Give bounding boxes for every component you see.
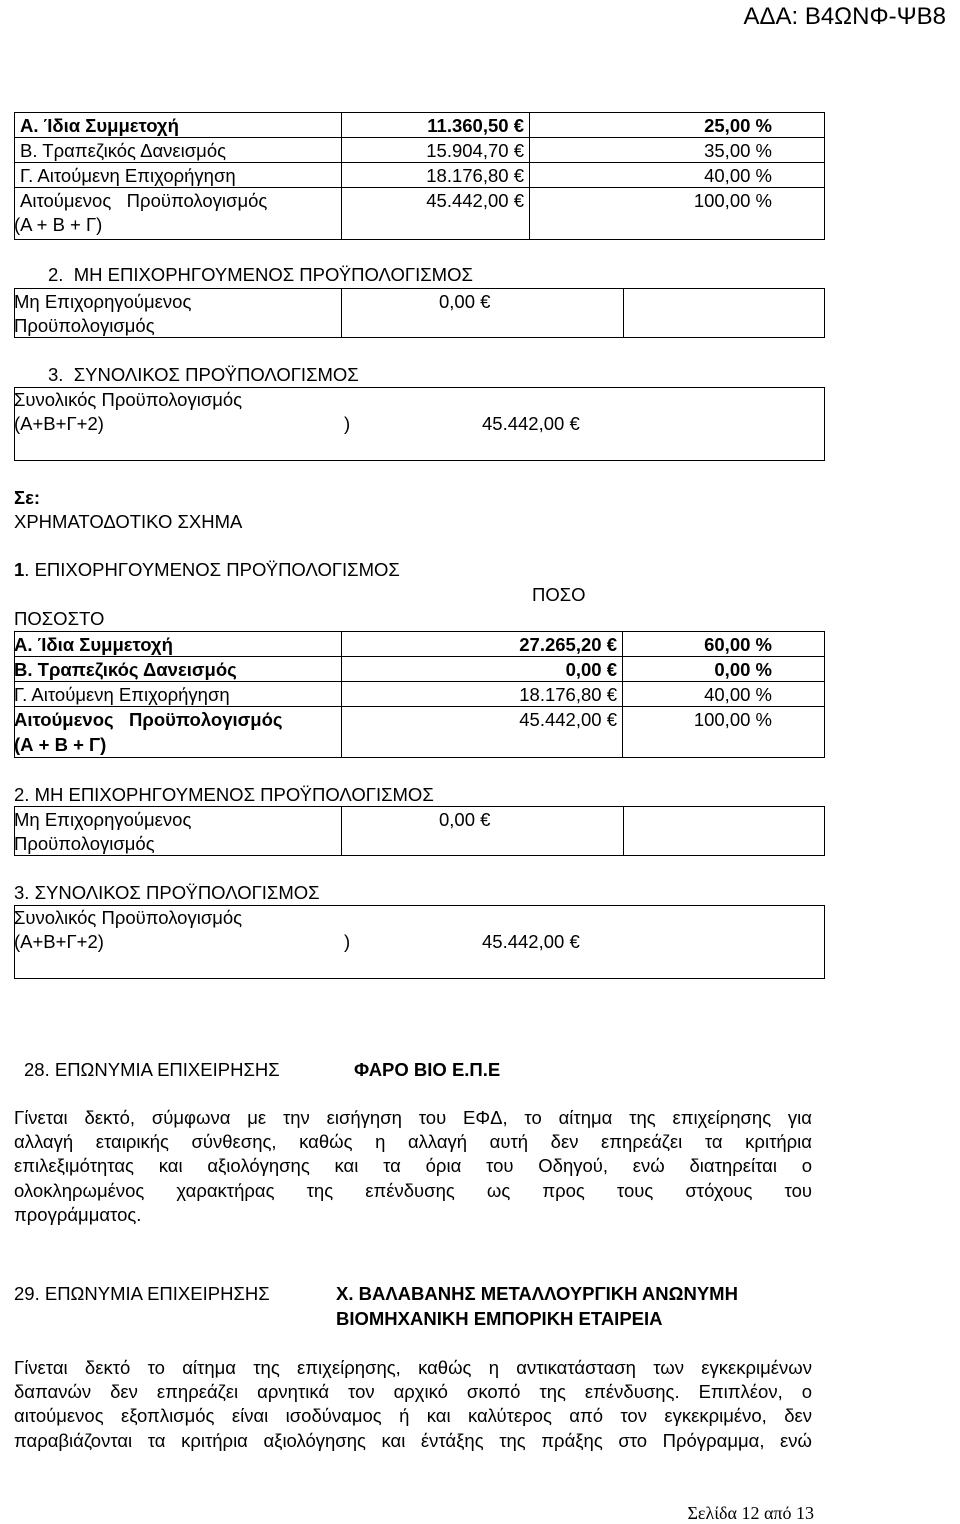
table2-row4-label2: (Α + Β + Γ): [14, 734, 107, 755]
item28-paragraph: [14, 1106, 812, 1227]
page-number: Σελίδα 12 από 13: [687, 1503, 814, 1523]
item28-label: 28. ΕΠΩΝΥΜΙΑ ΕΠΙΧΕΙΡΗΣΗΣ: [24, 1059, 280, 1080]
to-title: ΧΡΗΜΑΤΟΔΟΤΙΚΟ ΣΧΗΜΑ: [14, 511, 243, 532]
section-b3-amount: 45.442,00 €: [482, 931, 580, 952]
section-a2-label2: Προϋπολογισμός: [14, 315, 155, 336]
item29-line-4: παραβιάζονται τα κριτήρια αξιολόγησης και έντάξης της πράξης στο Πρόγραμμα, ενώ: [14, 1429, 812, 1451]
table2-row1-percent: 60,00 %: [704, 634, 772, 655]
to-item1-text: . ΕΠΙΧΟΡΗΓΟΥΜΕΝΟΣ ΠΡΟΫΠΟΛΟΓΙΣΜΟΣ: [24, 559, 400, 580]
ada-header: ΑΔΑ: Β4ΩΝΦ-ΨΒ8: [743, 3, 946, 30]
section-a2-amount: 0,00 €: [439, 291, 491, 312]
table2-row3-amount: 18.176,80 €: [519, 684, 617, 705]
table2-row2-percent: 0,00 %: [714, 659, 772, 680]
section-a3-label2: (Α+Β+Γ+2): [14, 413, 104, 434]
section-b3-paren: ): [344, 931, 351, 952]
table1-row2-label: Β. Τραπεζικός Δανεισμός: [20, 140, 227, 161]
item28-company: ΦΑΡΟ ΒΙΟ Ε.Π.Ε: [354, 1059, 501, 1080]
item29-line-2: δαπανών δεν επηρεάζει αρνητικά τον αρχικό σκοπό της επένδυσης. Επιπλέον, ο: [14, 1381, 812, 1403]
section-b3-title: 3. ΣΥΝΟΛΙΚΟΣ ΠΡΟΫΠΟΛΟΓΙΣΜΟΣ: [14, 882, 320, 903]
table1-row2-percent: 35,00 %: [704, 140, 772, 161]
to-item1-num: 1: [14, 559, 25, 580]
item28-line-3: επιλεξιμότητας και αξιολόγησης και τα όρια του Οδηγού, ενώ διατηρείται ο: [14, 1155, 812, 1177]
section-a2-title: 2. ΜΗ ΕΠΙΧΟΡΗΓΟΥΜΕΝΟΣ ΠΡΟΫΠΟΛΟΓΙΣΜΟΣ: [48, 264, 473, 285]
table1-row1-label: Α. Ίδια Συμμετοχή: [20, 115, 179, 136]
section-b2-label2: Προϋπολογισμός: [14, 833, 155, 854]
table2-row2-amount: 0,00 €: [565, 659, 617, 680]
item29-paragraph: [14, 1356, 812, 1453]
to-label: Σε:: [14, 487, 41, 508]
item28-line-4: ολοκληρωμένος χαρακτήρας της επένδυσης ως προς τους στόχους του: [14, 1179, 812, 1201]
table2-row4-percent: 100,00 %: [693, 709, 772, 730]
section-a3-amount: 45.442,00 €: [482, 413, 580, 434]
col-poso: ΠΟΣΟ: [532, 584, 586, 605]
table2-row4-label: Αιτούμενος Προϋπολογισμός: [14, 709, 283, 730]
table1-row4-label: Αιτούμενος Προϋπολογισμός: [20, 190, 268, 211]
table1-row1-percent: 25,00 %: [704, 115, 772, 136]
table1-row3-percent: 40,00 %: [704, 165, 772, 186]
section-a3-paren: ): [344, 413, 351, 434]
item29-company-line1: Χ. ΒΑΛΑΒΑΝΗΣ ΜΕΤΑΛΛΟΥΡΓΙΚΗ ΑΝΩΝΥΜΗ: [336, 1283, 738, 1304]
item29-label: 29. ΕΠΩΝΥΜΙΑ ΕΠΙΧΕΙΡΗΣΗΣ: [14, 1283, 270, 1304]
col-pososto: ΠΟΣΟΣΤΟ: [14, 608, 105, 629]
item28-line-1: Γίνεται δεκτό, σύμφωνα με την εισήγηση του ΕΦΔ, το αίτημα της επιχείρησης για: [14, 1107, 812, 1128]
table2-row3-percent: 40,00 %: [704, 684, 772, 705]
section-b3-label2: (Α+Β+Γ+2): [14, 931, 104, 952]
table1-row4-amount: 45.442,00 €: [426, 190, 524, 211]
item29-line-1: Γίνεται δεκτό το αίτημα της επιχείρησης, καθώς η αντικατάσταση των εγκεκριμένων: [14, 1357, 812, 1378]
table1-row3-amount: 18.176,80 €: [426, 165, 524, 186]
section-a3-label1: Συνολικός Προϋπολογισμός: [14, 389, 243, 410]
section-b3-label1: Συνολικός Προϋπολογισμός: [14, 907, 243, 928]
section-b2-amount: 0,00 €: [439, 809, 491, 830]
table2-row1-label: Α. Ίδια Συμμετοχή: [14, 634, 173, 655]
item28-line-5: προγράμματος.: [14, 1203, 142, 1225]
table2-row4-amount: 45.442,00 €: [519, 709, 617, 730]
to-item1: [14, 559, 400, 581]
section-a3-title: 3. ΣΥΝΟΛΙΚΟΣ ΠΡΟΫΠΟΛΟΓΙΣΜΟΣ: [48, 364, 359, 385]
table1-row2-amount: 15.904,70 €: [426, 140, 524, 161]
item29-company-line2: ΒΙΟΜΗΧΑΝΙΚΗ ΕΜΠΟΡΙΚΗ ΕΤΑΙΡΕΙΑ: [336, 1308, 663, 1329]
item29-line-3: αιτούμενος εξοπλισμός είναι ισοδύναμος ή και καλύτερος από τον εγκεκριμένο, δεν: [14, 1405, 812, 1427]
table1-row4-label2: (Α + Β + Γ): [14, 214, 103, 235]
section-b2-title: 2. ΜΗ ΕΠΙΧΟΡΗΓΟΥΜΕΝΟΣ ΠΡΟΫΠΟΛΟΓΙΣΜΟΣ: [14, 784, 434, 805]
table1-row4-percent: 100,00 %: [693, 190, 772, 211]
section-a2-label1: Μη Επιχορηγούμενος: [14, 291, 192, 312]
table2-row1-amount: 27.265,20 €: [519, 634, 617, 655]
item28-line-2: αλλαγή εταιρικής σύνθεσης, καθώς η αλλαγή αυτή δεν επηρεάζει τα κριτήρια: [14, 1131, 812, 1153]
table1-row3-label: Γ. Αιτούμενη Επιχορήγηση: [20, 165, 236, 186]
table1-row1-amount: 11.360,50 €: [427, 115, 524, 136]
table2-row3-label: Γ. Αιτούμενη Επιχορήγηση: [14, 684, 230, 705]
table2-row2-label: Β. Τραπεζικός Δανεισμός: [14, 659, 237, 680]
section-b2-label1: Μη Επιχορηγούμενος: [14, 809, 192, 830]
